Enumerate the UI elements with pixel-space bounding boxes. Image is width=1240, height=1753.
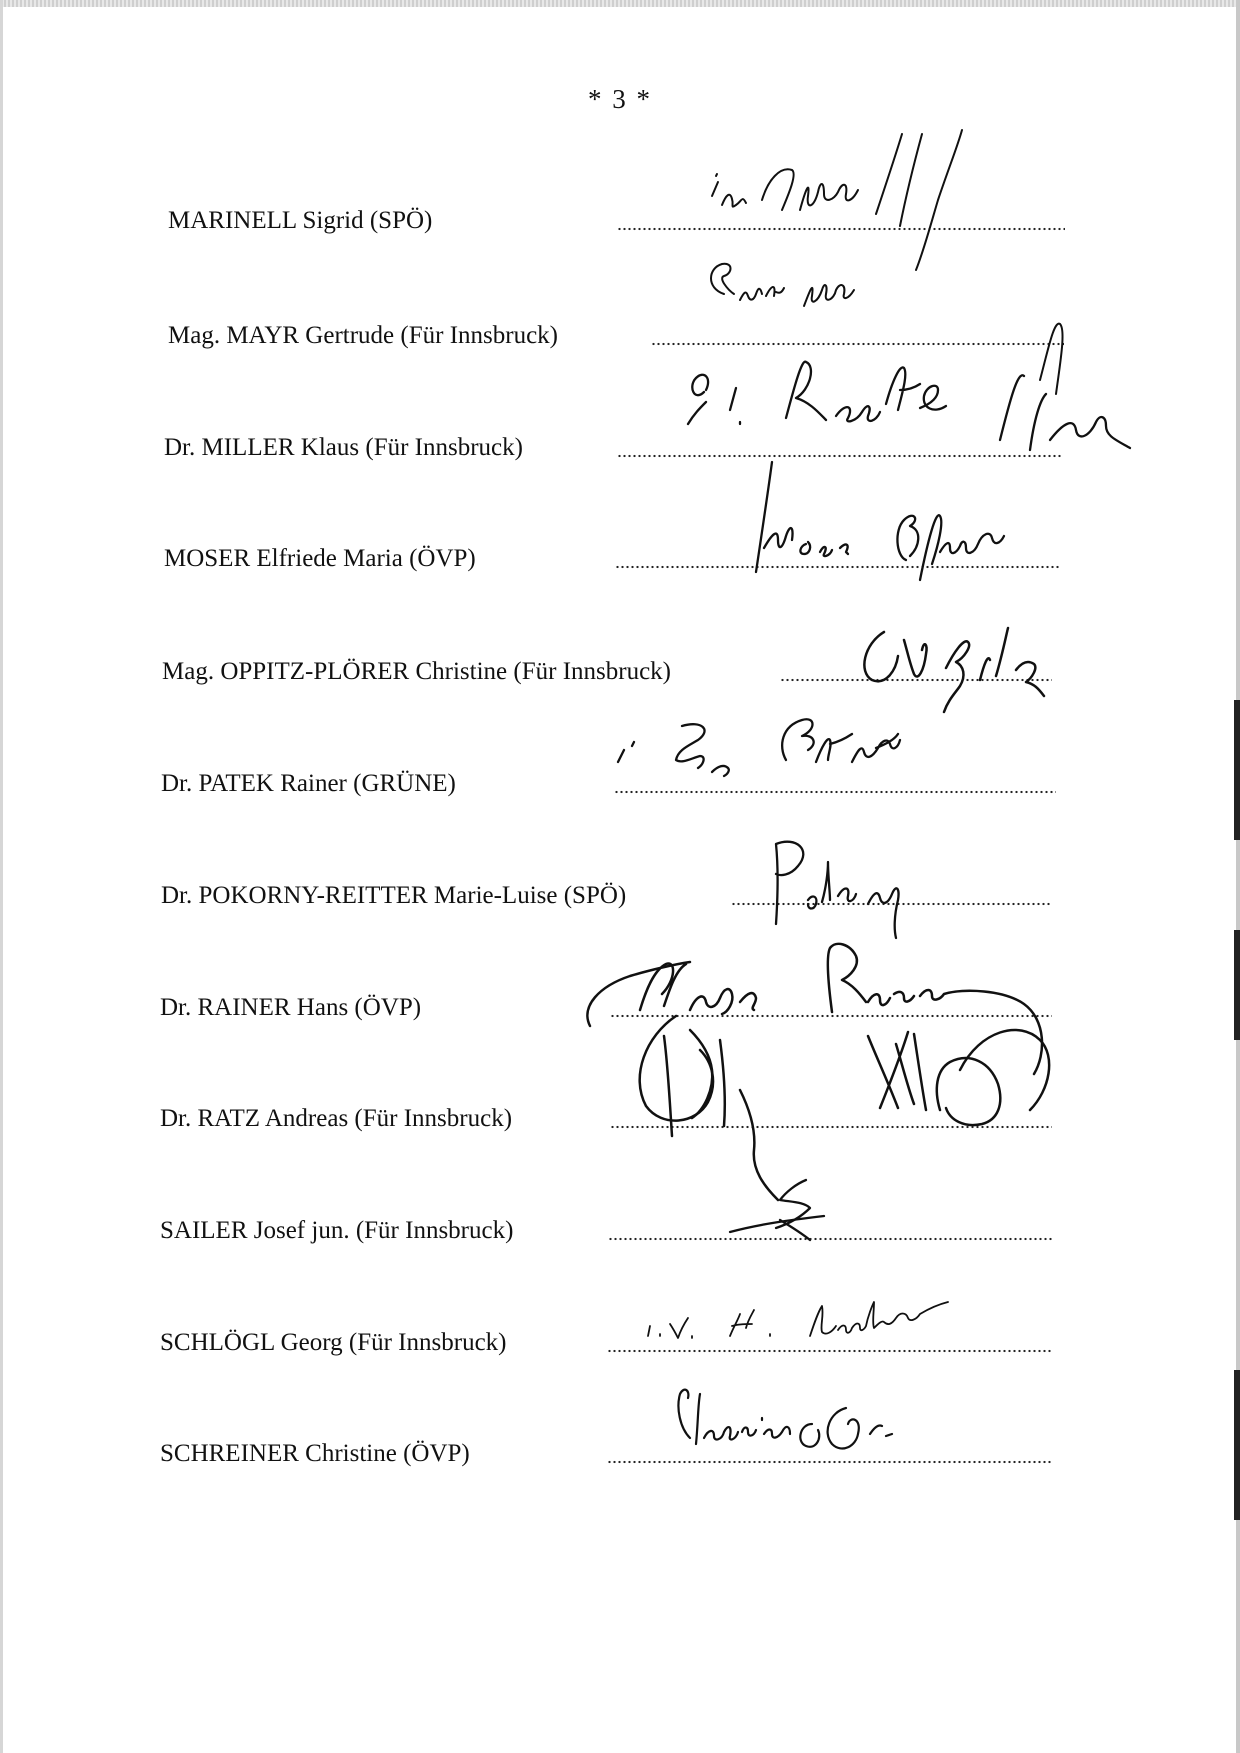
signature-line[interactable] (615, 565, 1061, 569)
signatory-name: Dr. RATZ Andreas (Für Innsbruck) (160, 1105, 513, 1132)
signatory-name: SAILER Josef jun. (Für Innsbruck) (160, 1217, 514, 1244)
signatory-name: Dr. POKORNY-REITTER Marie-Luise (SPÖ) (161, 882, 627, 909)
signature-line[interactable] (617, 227, 1065, 231)
signature-row (0, 1183, 1240, 1243)
signatory-name: Dr. PATEK Rainer (GRÜNE) (161, 770, 456, 797)
signature-line[interactable] (651, 342, 1064, 346)
signature-row (0, 1406, 1240, 1466)
signature-line[interactable] (610, 1125, 1052, 1129)
signatory-name: Mag. OPPITZ-PLÖRER Christine (Für Innsbruck) (162, 658, 671, 685)
signature-line[interactable] (617, 454, 1063, 458)
signature-row (0, 1295, 1240, 1355)
signature-row (0, 173, 1240, 233)
signature-row (0, 511, 1240, 571)
signatory-name: MOSER Elfriede Maria (ÖVP) (164, 545, 476, 572)
scan-edge-top (0, 0, 1240, 7)
signatory-name: Dr. MILLER Klaus (Für Innsbruck) (164, 434, 523, 461)
signature-row (0, 624, 1240, 684)
signature-line[interactable] (780, 678, 1052, 682)
signature-line[interactable] (610, 1014, 1052, 1018)
signature-row (0, 288, 1240, 348)
signatory-name: Dr. RAINER Hans (ÖVP) (160, 994, 422, 1021)
signatory-name: SCHLÖGL Georg (Für Innsbruck) (160, 1329, 507, 1356)
signature-line[interactable] (607, 1460, 1052, 1464)
signature-row (0, 848, 1240, 908)
signature-line[interactable] (614, 790, 1056, 794)
signature-row (0, 1071, 1240, 1131)
signature-line[interactable] (608, 1237, 1052, 1241)
signatory-name: MARINELL Sigrid (SPÖ) (168, 207, 433, 234)
signature-line[interactable] (731, 902, 1052, 906)
signature-row (0, 960, 1240, 1020)
signature-row (0, 736, 1240, 796)
signature-row (0, 400, 1240, 460)
signature-line[interactable] (607, 1349, 1052, 1353)
signatory-name: SCHREINER Christine (ÖVP) (160, 1440, 470, 1467)
signatory-name: Mag. MAYR Gertrude (Für Innsbruck) (168, 322, 558, 349)
page-number: * 3 * (588, 84, 652, 114)
